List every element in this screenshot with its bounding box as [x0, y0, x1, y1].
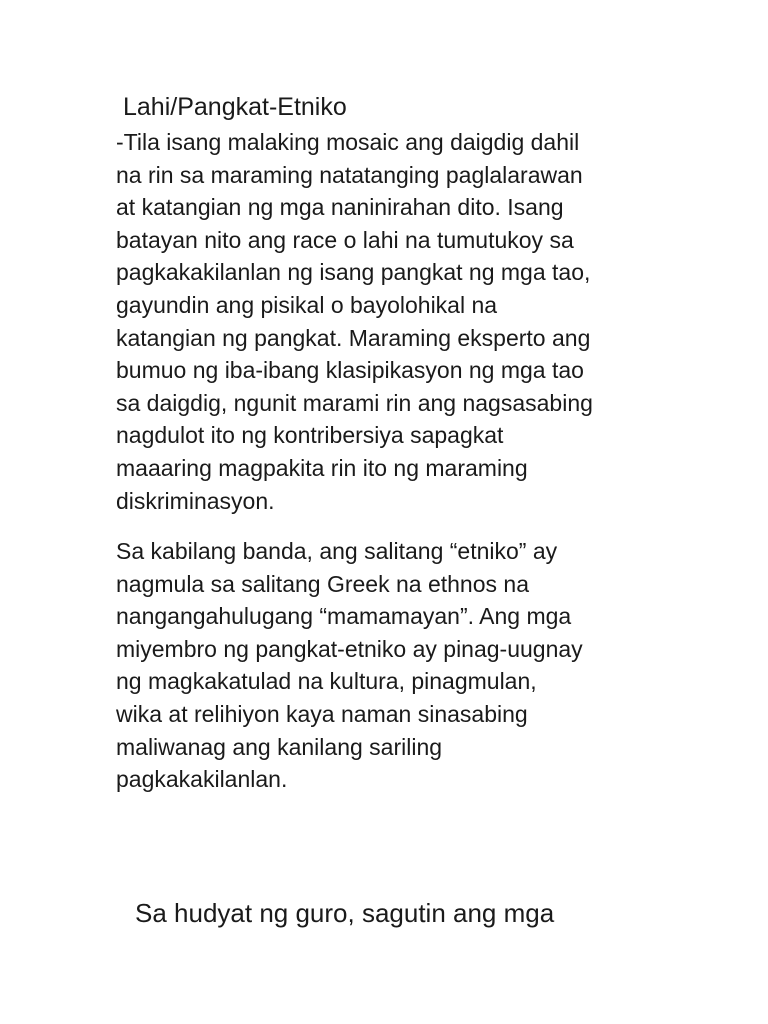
paragraph-line: diskriminasyon. [116, 487, 275, 514]
paragraph-line: -Tila isang malaking mosaic ang daigdig dahil [116, 129, 580, 155]
paragraph-line: Sa kabilang banda, ang salitang “etniko” ay [116, 538, 558, 564]
paragraph-line: maliwanag ang kanilang sariling [116, 733, 443, 760]
paragraph-line: nagdulot ito ng kontribersiya sapagkat [116, 422, 504, 449]
paragraph-line: nangangahulugang “mamamayan”. Ang mga [116, 603, 572, 630]
activity-prompt: Sa hudyat ng guro, sagutin ang mga [135, 898, 555, 928]
paragraph-line: bumuo ng iba-ibang klasipikasyon ng mga tao [116, 357, 584, 384]
paragraph-line: at katangian ng mga naninirahan dito. Isang [116, 194, 564, 221]
paragraph-etniko [116, 535, 583, 796]
paragraph-lahi [116, 126, 593, 517]
paragraph-line: wika at relihiyon kaya naman sinasabing [116, 700, 528, 727]
paragraph-line: pagkakakilanlan ng isang pangkat ng mga tao, [116, 259, 591, 286]
paragraph-line: katangian ng pangkat. Maraming eksperto ang [116, 324, 591, 351]
document-heading: Lahi/Pangkat-Etniko [123, 93, 347, 121]
paragraph-line: na rin sa maraming natatanging paglalarawan [116, 161, 583, 188]
paragraph-line: maaaring magpakita rin ito ng maraming [116, 454, 528, 481]
paragraph-line: sa daigdig, ngunit marami rin ang nagsasabing [116, 389, 593, 416]
paragraph-line: miyembro ng pangkat-etniko ay pinag-uugnay [116, 635, 583, 662]
paragraph-line: gayundin ang pisikal o bayolohikal na [116, 291, 498, 318]
paragraph-line: pagkakakilanlan. [116, 766, 288, 793]
paragraph-line: nagmula sa salitang Greek na ethnos na [116, 570, 529, 597]
paragraph-line: ng magkakatulad na kultura, pinagmulan, [116, 668, 537, 695]
paragraph-line: batayan nito ang race o lahi na tumutukoy sa [116, 226, 574, 253]
